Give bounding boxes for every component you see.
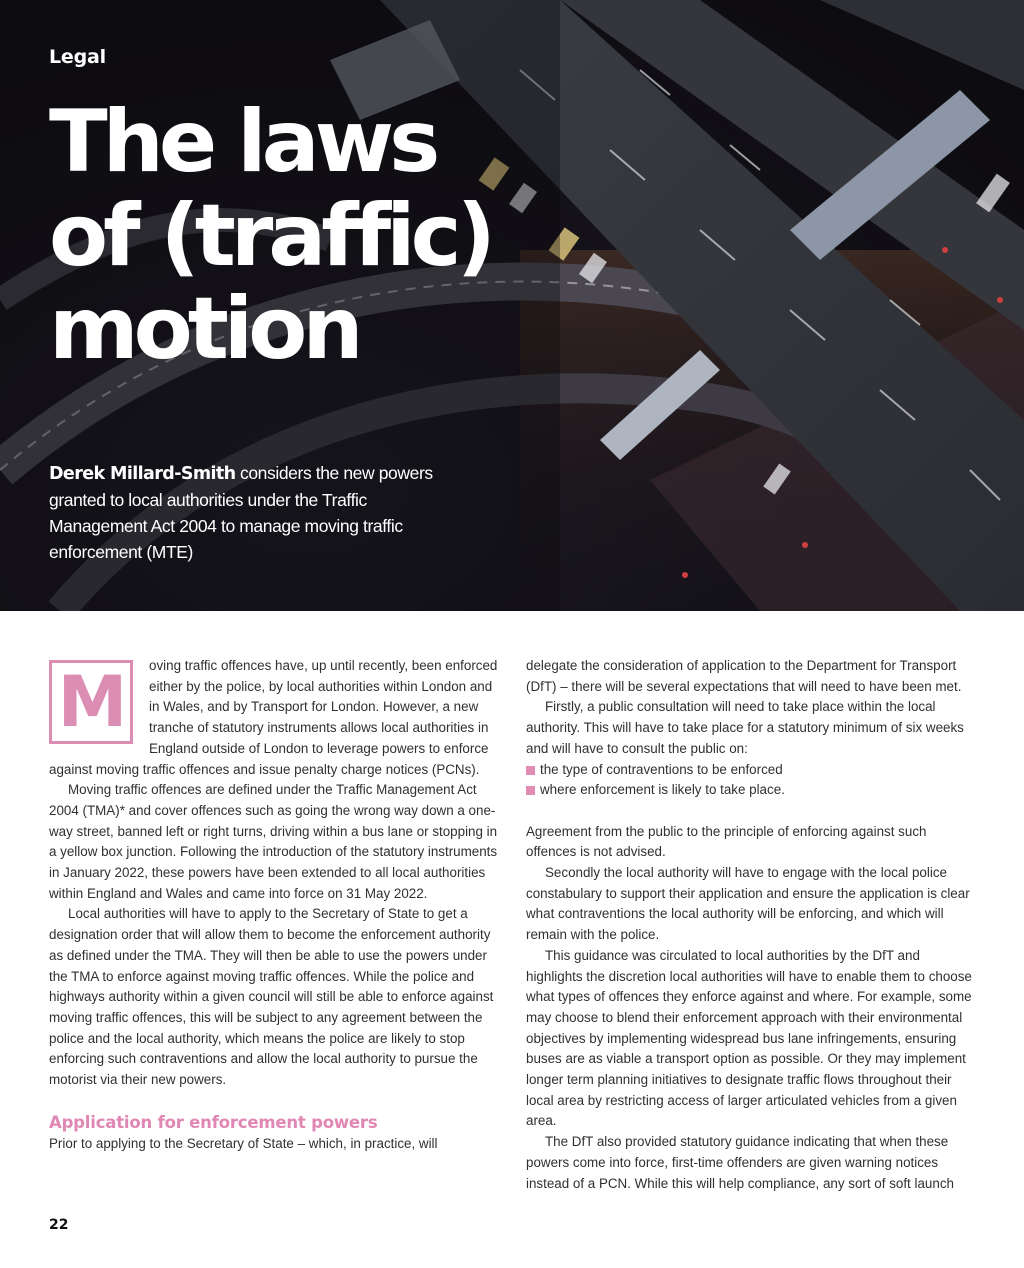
paragraph: The DfT also provided statutory guidance indicating that when these powers come into force, first-time offenders are given warning notices instead of a PCN. While this will help compliance, any sort of soft launch (526, 1134, 954, 1191)
author-name: Derek Millard-Smith (49, 464, 236, 484)
bullet-list (526, 760, 978, 801)
square-bullet-icon (526, 766, 535, 775)
list-item-text: where enforcement is likely to take place. (540, 782, 785, 798)
headline (49, 92, 569, 380)
standfirst-text: considers the new powers granted to local authorities under the Traffic Management Act 2004 to manage moving traffic enforcement (MTE) (49, 463, 433, 562)
paragraph: delegate the consideration of application to the Department for Transport (DfT) – there will be several expectations that will need to have been met. (526, 658, 962, 694)
headline-line: The laws (49, 92, 436, 192)
paragraph: Prior to applying to the Secretary of State – which, in practice, will (49, 1135, 438, 1151)
list-item-text: the type of contraventions to be enforced (540, 761, 783, 777)
paragraph: Firstly, a public consultation will need to take place within the local authority. This will have to take place for a statutory minimum of six weeks and will have to consult the public on: (526, 699, 964, 756)
paragraph: Agreement from the public to the principle of enforcing against such offences is not advised. (526, 823, 927, 860)
paragraph: oving traffic offences have, up until recently, been enforced either by the police, by local authorities within London and in Wales, and by Transport for London. However, a new tranche of statutory instruments allows local authorities in England outside of London to leverage powers to enforce against moving traffic offences and issue penalty charge notices (PCNs). (49, 658, 498, 777)
article-column-left (49, 656, 499, 1154)
section-label: Legal (49, 46, 106, 68)
page-number: 22 (49, 1217, 69, 1233)
list-item (526, 780, 978, 801)
hero-banner (0, 0, 1024, 611)
subheading: Application for enforcement powers (49, 1112, 378, 1132)
headline-line: motion (49, 279, 359, 380)
standfirst (49, 460, 449, 565)
article-column-right (526, 656, 978, 1194)
square-bullet-icon (526, 786, 535, 795)
drop-cap: M (49, 660, 133, 744)
list-item (526, 760, 978, 781)
spacer (526, 801, 978, 822)
paragraph: This guidance was circulated to local authorities by the DfT and highlights the discretion local authorities will have to enable them to choose what types of offences they enforce against and where. For example, some may choose to blend their enforcement approach with their environmental objectives by implementing widespread bus lane infringements, ensuring buses are as viable a transport option as possible. Or they may implement longer term planning initiatives to designate traffic flows throughout their local area by restricting access of larger articulated vehicles from a given area. (526, 947, 972, 1129)
paragraph: Moving traffic offences are defined under the Traffic Management Act 2004 (TMA)* and cover offences such as going the wrong way down a one-way street, banned left or right turns, driving within a bus lane or stopping in a yellow box junction. Following the introduction of the statutory instruments in January 2022, these powers have been extended to all local authorities within England and Wales and came into force on 31 May 2022. (49, 782, 498, 901)
headline-line: of (traffic) (49, 185, 491, 286)
paragraph: Local authorities will have to apply to the Secretary of State to get a designation order that will allow them to become the enforcement authority as defined under the TMA. They will then be able to use the powers under the TMA to enforce against moving traffic offences. While the police and highways authority within a given council will still be able to enforce against moving traffic offences, this will be subject to any agreement between the police and the local authority, which means the police are likely to stop enforcing such contraventions and allow the local authority to pursue the motorist via their new powers. (49, 906, 494, 1088)
paragraph: Secondly the local authority will have to engage with the local police constabulary to support their application and ensure the application is clear what contraventions the local authority will be enforcing, and which will remain with the police. (526, 865, 970, 943)
